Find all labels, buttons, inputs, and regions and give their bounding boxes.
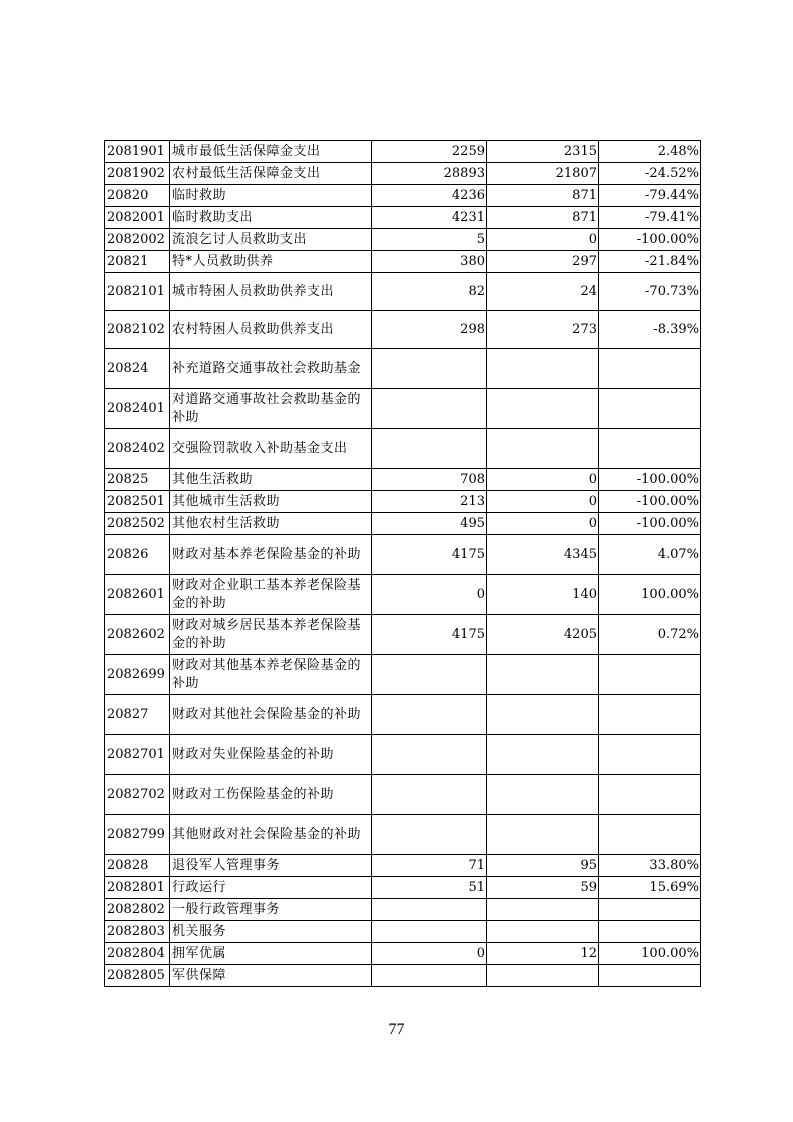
item-code-cell: 20826 bbox=[105, 535, 170, 575]
table-row bbox=[105, 429, 701, 469]
item-code-cell: 2082801 bbox=[105, 877, 170, 899]
value-curr-cell bbox=[487, 815, 599, 855]
page-number: 77 bbox=[388, 1021, 405, 1038]
change-percent-cell bbox=[599, 899, 701, 921]
table-row bbox=[105, 389, 701, 429]
item-code-cell: 2081902 bbox=[105, 163, 170, 185]
table-row bbox=[105, 965, 701, 987]
change-percent-cell bbox=[599, 389, 701, 429]
change-percent-cell: 15.69% bbox=[599, 877, 701, 899]
change-percent-cell: 0.72% bbox=[599, 615, 701, 655]
value-curr-cell: 0 bbox=[487, 469, 599, 491]
value-prev-cell: 4175 bbox=[372, 535, 487, 575]
item-code-cell: 2082502 bbox=[105, 513, 170, 535]
value-prev-cell bbox=[372, 429, 487, 469]
value-prev-cell: 4231 bbox=[372, 207, 487, 229]
value-curr-cell: 95 bbox=[487, 855, 599, 877]
item-name-cell: 特*人员救助供养 bbox=[170, 251, 372, 273]
item-code-cell: 20824 bbox=[105, 349, 170, 389]
value-prev-cell bbox=[372, 921, 487, 943]
table-row bbox=[105, 877, 701, 899]
table-row bbox=[105, 141, 701, 163]
value-prev-cell: 2259 bbox=[372, 141, 487, 163]
value-prev-cell: 82 bbox=[372, 273, 487, 311]
budget-table-body bbox=[105, 141, 701, 987]
item-code-cell: 2082102 bbox=[105, 311, 170, 349]
value-curr-cell: 4205 bbox=[487, 615, 599, 655]
change-percent-cell: 100.00% bbox=[599, 575, 701, 615]
item-name-cell: 拥军优属 bbox=[170, 943, 372, 965]
change-percent-cell: -8.39% bbox=[599, 311, 701, 349]
value-prev-cell bbox=[372, 349, 487, 389]
value-curr-cell bbox=[487, 921, 599, 943]
change-percent-cell: 100.00% bbox=[599, 943, 701, 965]
table-row bbox=[105, 575, 701, 615]
value-curr-cell bbox=[487, 965, 599, 987]
value-prev-cell bbox=[372, 815, 487, 855]
table-row bbox=[105, 513, 701, 535]
item-name-cell: 其他生活救助 bbox=[170, 469, 372, 491]
value-curr-cell: 871 bbox=[487, 185, 599, 207]
item-name-cell: 财政对其他社会保险基金的补助 bbox=[170, 695, 372, 735]
table-row bbox=[105, 735, 701, 775]
table-row bbox=[105, 207, 701, 229]
table-row bbox=[105, 535, 701, 575]
item-name-cell: 临时救助支出 bbox=[170, 207, 372, 229]
table-row bbox=[105, 899, 701, 921]
value-prev-cell: 5 bbox=[372, 229, 487, 251]
item-name-cell: 退役军人管理事务 bbox=[170, 855, 372, 877]
table-row bbox=[105, 775, 701, 815]
value-prev-cell bbox=[372, 899, 487, 921]
value-prev-cell: 71 bbox=[372, 855, 487, 877]
item-code-cell: 20820 bbox=[105, 185, 170, 207]
change-percent-cell: -100.00% bbox=[599, 513, 701, 535]
table-row bbox=[105, 185, 701, 207]
change-percent-cell: -100.00% bbox=[599, 491, 701, 513]
value-curr-cell: 273 bbox=[487, 311, 599, 349]
item-code-cell: 2082702 bbox=[105, 775, 170, 815]
value-prev-cell: 380 bbox=[372, 251, 487, 273]
table-row bbox=[105, 695, 701, 735]
table-row bbox=[105, 311, 701, 349]
item-name-cell: 流浪乞讨人员救助支出 bbox=[170, 229, 372, 251]
value-curr-cell: 0 bbox=[487, 229, 599, 251]
item-name-cell: 其他财政对社会保险基金的补助 bbox=[170, 815, 372, 855]
item-code-cell: 2082602 bbox=[105, 615, 170, 655]
item-name-cell: 财政对其他基本养老保险基金的补助 bbox=[170, 655, 372, 695]
item-name-cell: 其他城市生活救助 bbox=[170, 491, 372, 513]
value-curr-cell bbox=[487, 775, 599, 815]
value-prev-cell: 4236 bbox=[372, 185, 487, 207]
item-name-cell: 财政对工伤保险基金的补助 bbox=[170, 775, 372, 815]
change-percent-cell bbox=[599, 429, 701, 469]
item-code-cell: 2082501 bbox=[105, 491, 170, 513]
item-code-cell: 2082804 bbox=[105, 943, 170, 965]
value-curr-cell bbox=[487, 429, 599, 469]
item-name-cell: 财政对企业职工基本养老保险基金的补助 bbox=[170, 575, 372, 615]
value-prev-cell bbox=[372, 965, 487, 987]
value-curr-cell: 0 bbox=[487, 513, 599, 535]
value-curr-cell: 871 bbox=[487, 207, 599, 229]
change-percent-cell bbox=[599, 349, 701, 389]
change-percent-cell bbox=[599, 965, 701, 987]
change-percent-cell: -79.41% bbox=[599, 207, 701, 229]
value-curr-cell: 12 bbox=[487, 943, 599, 965]
value-curr-cell: 59 bbox=[487, 877, 599, 899]
item-code-cell: 20821 bbox=[105, 251, 170, 273]
value-prev-cell: 298 bbox=[372, 311, 487, 349]
value-curr-cell: 21807 bbox=[487, 163, 599, 185]
table-row bbox=[105, 251, 701, 273]
change-percent-cell: -24.52% bbox=[599, 163, 701, 185]
value-curr-cell: 4345 bbox=[487, 535, 599, 575]
item-code-cell: 2082802 bbox=[105, 899, 170, 921]
value-prev-cell: 28893 bbox=[372, 163, 487, 185]
value-curr-cell bbox=[487, 695, 599, 735]
value-prev-cell bbox=[372, 775, 487, 815]
value-prev-cell: 708 bbox=[372, 469, 487, 491]
value-prev-cell: 4175 bbox=[372, 615, 487, 655]
item-code-cell: 2082699 bbox=[105, 655, 170, 695]
value-curr-cell bbox=[487, 735, 599, 775]
item-name-cell: 财政对失业保险基金的补助 bbox=[170, 735, 372, 775]
item-code-cell: 2082701 bbox=[105, 735, 170, 775]
table-row bbox=[105, 921, 701, 943]
value-prev-cell bbox=[372, 735, 487, 775]
change-percent-cell: 2.48% bbox=[599, 141, 701, 163]
item-name-cell: 财政对城乡居民基本养老保险基金的补助 bbox=[170, 615, 372, 655]
change-percent-cell: -70.73% bbox=[599, 273, 701, 311]
table-row bbox=[105, 349, 701, 389]
item-name-cell: 军供保障 bbox=[170, 965, 372, 987]
item-name-cell: 交强险罚款收入补助基金支出 bbox=[170, 429, 372, 469]
value-curr-cell bbox=[487, 655, 599, 695]
item-code-cell: 2082001 bbox=[105, 207, 170, 229]
item-name-cell: 城市最低生活保障金支出 bbox=[170, 141, 372, 163]
table-row bbox=[105, 655, 701, 695]
value-curr-cell: 0 bbox=[487, 491, 599, 513]
table-row bbox=[105, 943, 701, 965]
table-row bbox=[105, 815, 701, 855]
change-percent-cell bbox=[599, 815, 701, 855]
change-percent-cell bbox=[599, 921, 701, 943]
table-row bbox=[105, 469, 701, 491]
change-percent-cell bbox=[599, 655, 701, 695]
value-curr-cell bbox=[487, 899, 599, 921]
change-percent-cell bbox=[599, 695, 701, 735]
value-curr-cell: 24 bbox=[487, 273, 599, 311]
value-prev-cell bbox=[372, 655, 487, 695]
item-code-cell: 2082805 bbox=[105, 965, 170, 987]
table-row bbox=[105, 615, 701, 655]
table-row bbox=[105, 855, 701, 877]
value-curr-cell: 140 bbox=[487, 575, 599, 615]
change-percent-cell: 33.80% bbox=[599, 855, 701, 877]
item-code-cell: 2082002 bbox=[105, 229, 170, 251]
value-prev-cell bbox=[372, 695, 487, 735]
value-prev-cell: 213 bbox=[372, 491, 487, 513]
item-name-cell: 对道路交通事故社会救助基金的补助 bbox=[170, 389, 372, 429]
table-row bbox=[105, 491, 701, 513]
change-percent-cell: -79.44% bbox=[599, 185, 701, 207]
item-name-cell: 财政对基本养老保险基金的补助 bbox=[170, 535, 372, 575]
change-percent-cell bbox=[599, 735, 701, 775]
value-prev-cell: 0 bbox=[372, 943, 487, 965]
item-name-cell: 城市特困人员救助供养支出 bbox=[170, 273, 372, 311]
change-percent-cell: -21.84% bbox=[599, 251, 701, 273]
item-code-cell: 2082799 bbox=[105, 815, 170, 855]
item-code-cell: 2082101 bbox=[105, 273, 170, 311]
value-prev-cell: 495 bbox=[372, 513, 487, 535]
item-name-cell: 临时救助 bbox=[170, 185, 372, 207]
value-curr-cell: 297 bbox=[487, 251, 599, 273]
item-code-cell: 2082401 bbox=[105, 389, 170, 429]
table-row bbox=[105, 229, 701, 251]
change-percent-cell: 4.07% bbox=[599, 535, 701, 575]
item-code-cell: 20825 bbox=[105, 469, 170, 491]
change-percent-cell bbox=[599, 775, 701, 815]
item-code-cell: 2081901 bbox=[105, 141, 170, 163]
value-prev-cell: 0 bbox=[372, 575, 487, 615]
value-curr-cell bbox=[487, 349, 599, 389]
item-name-cell: 其他农村生活救助 bbox=[170, 513, 372, 535]
item-name-cell: 一般行政管理事务 bbox=[170, 899, 372, 921]
table-row bbox=[105, 163, 701, 185]
item-code-cell: 20828 bbox=[105, 855, 170, 877]
item-code-cell: 20827 bbox=[105, 695, 170, 735]
item-name-cell: 补充道路交通事故社会救助基金 bbox=[170, 349, 372, 389]
table-row bbox=[105, 273, 701, 311]
value-curr-cell: 2315 bbox=[487, 141, 599, 163]
item-name-cell: 农村最低生活保障金支出 bbox=[170, 163, 372, 185]
value-curr-cell bbox=[487, 389, 599, 429]
item-name-cell: 农村特困人员救助供养支出 bbox=[170, 311, 372, 349]
item-code-cell: 2082803 bbox=[105, 921, 170, 943]
change-percent-cell: -100.00% bbox=[599, 469, 701, 491]
item-code-cell: 2082601 bbox=[105, 575, 170, 615]
item-name-cell: 行政运行 bbox=[170, 877, 372, 899]
item-name-cell: 机关服务 bbox=[170, 921, 372, 943]
value-prev-cell bbox=[372, 389, 487, 429]
value-prev-cell: 51 bbox=[372, 877, 487, 899]
budget-table bbox=[104, 140, 701, 987]
item-code-cell: 2082402 bbox=[105, 429, 170, 469]
change-percent-cell: -100.00% bbox=[599, 229, 701, 251]
